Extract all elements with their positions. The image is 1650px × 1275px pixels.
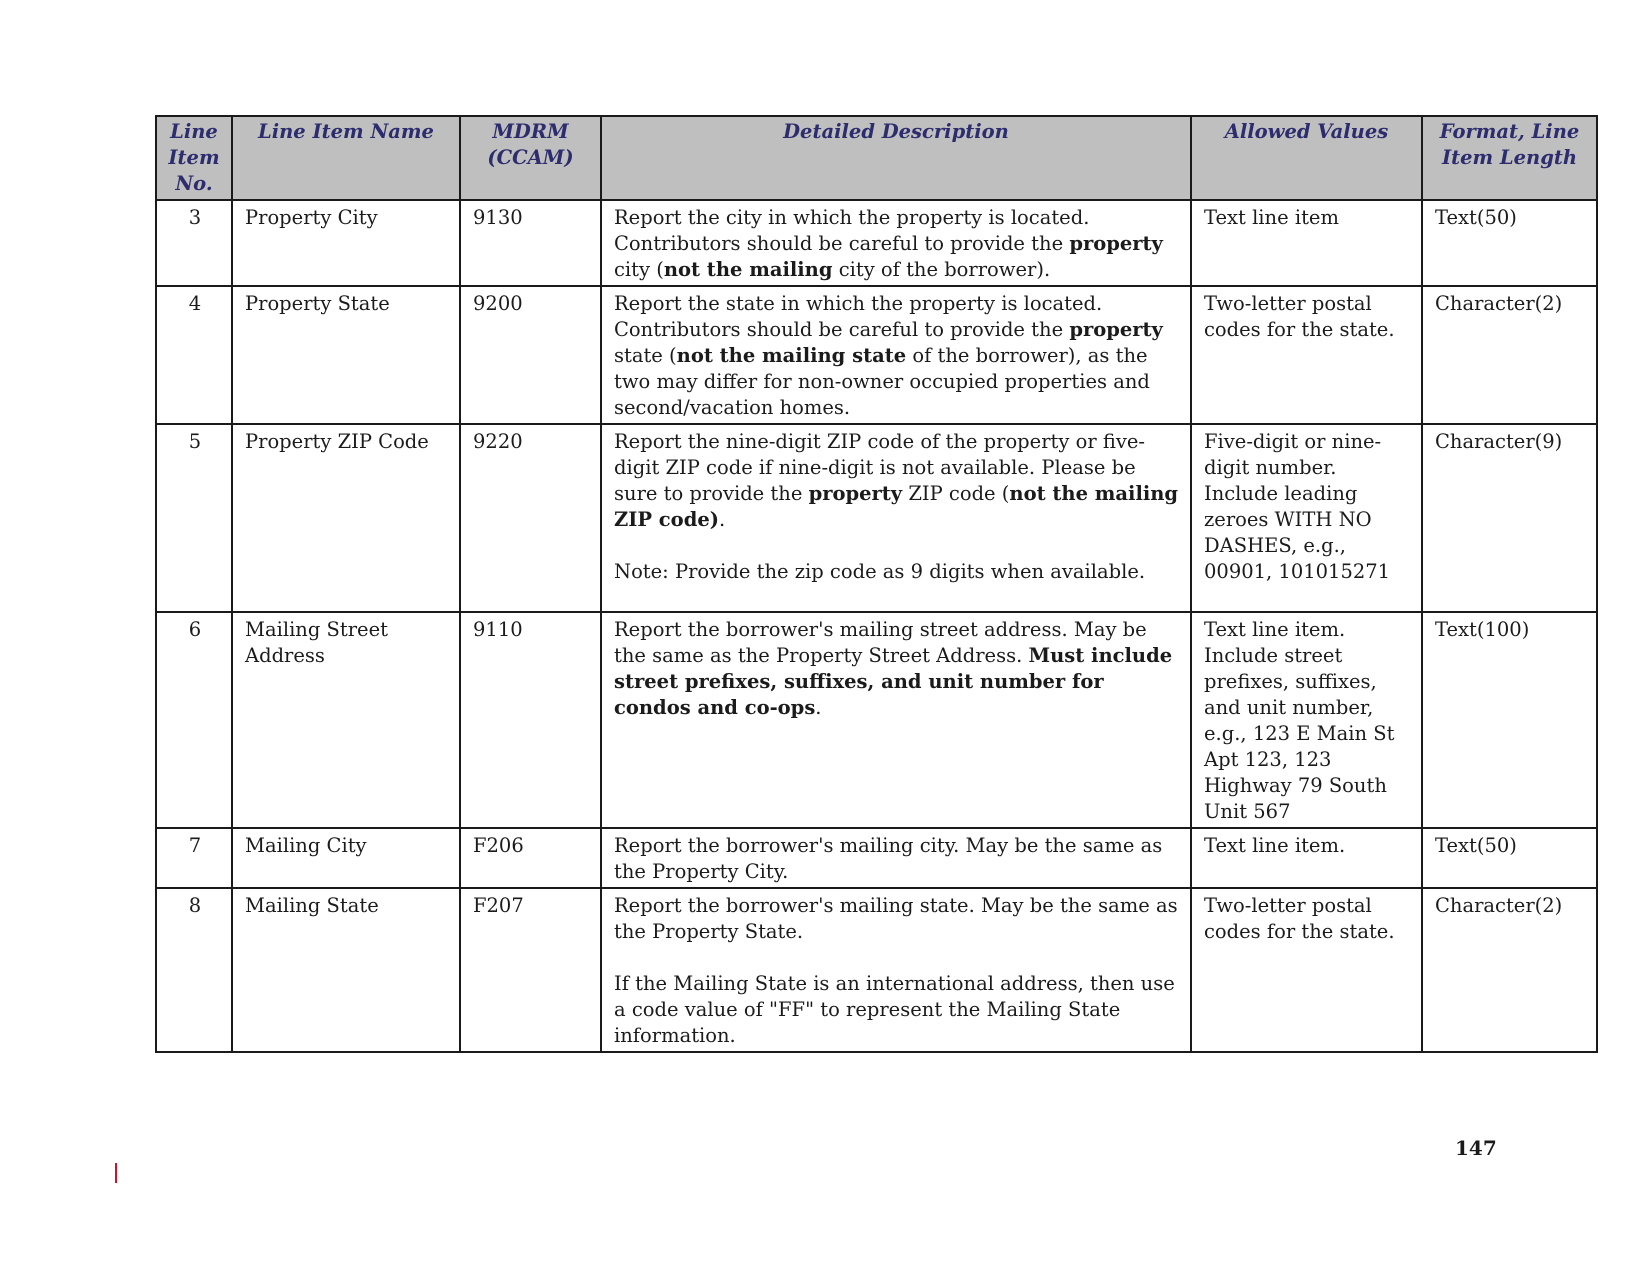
table-row bbox=[156, 828, 1597, 888]
detailed-description: Report the borrower's mailing street address. May be the same as the Property Street Address. Must include street prefixes, suffixes, and unit number for condos and co-ops. bbox=[601, 612, 1191, 828]
detailed-description: Report the nine-digit ZIP code of the property or five-digit ZIP code if nine-digit is not available. Please be sure to provide the property ZIP code (not the mailing ZIP code). Note: Provide the zip code as 9 digits when available. bbox=[601, 424, 1191, 612]
text-cursor bbox=[115, 1163, 117, 1183]
mdrm-code: 9130 bbox=[460, 200, 601, 286]
table-row bbox=[156, 286, 1597, 424]
line-item-no: 8 bbox=[156, 888, 232, 1052]
mdrm-code: F207 bbox=[460, 888, 601, 1052]
line-item-name: Property ZIP Code bbox=[232, 424, 460, 612]
line-item-name: Property State bbox=[232, 286, 460, 424]
format-length: Text(100) bbox=[1422, 612, 1597, 828]
allowed-values: Text line item. bbox=[1191, 828, 1422, 888]
allowed-values: Two-letter postal codes for the state. bbox=[1191, 888, 1422, 1052]
line-item-name: Mailing State bbox=[232, 888, 460, 1052]
format-length: Character(2) bbox=[1422, 286, 1597, 424]
header-line-item-name: Line Item Name bbox=[232, 116, 460, 200]
mdrm-code: 9200 bbox=[460, 286, 601, 424]
format-length: Text(50) bbox=[1422, 200, 1597, 286]
allowed-values: Five-digit or nine-digit number. Include leading zeroes WITH NO DASHES, e.g., 00901, 101015271 bbox=[1191, 424, 1422, 612]
header-detailed-description: Detailed Description bbox=[601, 116, 1191, 200]
description-note: If the Mailing State is an international address, then use a code value of "FF" to represent the Mailing State information. bbox=[614, 972, 1175, 1047]
table-header-row bbox=[156, 116, 1597, 200]
line-item-no: 4 bbox=[156, 286, 232, 424]
allowed-values: Text line item. Include street prefixes, suffixes, and unit number, e.g., 123 E Main St Apt 123, 123 Highway 79 South Unit 567 bbox=[1191, 612, 1422, 828]
line-item-no: 7 bbox=[156, 828, 232, 888]
page-number: 147 bbox=[1455, 1136, 1497, 1160]
description-note: Note: Provide the zip code as 9 digits when available. bbox=[614, 560, 1146, 583]
mdrm-code: 9220 bbox=[460, 424, 601, 612]
table-row bbox=[156, 888, 1597, 1052]
detailed-description: Report the state in which the property is located. Contributors should be careful to provide the property state (not the mailing state of the borrower), as the two may differ for non-owner occupied properties and second/vacation homes. bbox=[601, 286, 1191, 424]
line-item-table bbox=[155, 115, 1598, 1053]
table-row bbox=[156, 612, 1597, 828]
format-length: Text(50) bbox=[1422, 828, 1597, 888]
mdrm-code: F206 bbox=[460, 828, 601, 888]
header-allowed-values: Allowed Values bbox=[1191, 116, 1422, 200]
mdrm-code: 9110 bbox=[460, 612, 601, 828]
format-length: Character(9) bbox=[1422, 424, 1597, 612]
header-mdrm: MDRM (CCAM) bbox=[460, 116, 601, 200]
line-item-name: Property City bbox=[232, 200, 460, 286]
detailed-description: Report the city in which the property is located. Contributors should be careful to provide the property city (not the mailing city of the borrower). bbox=[601, 200, 1191, 286]
allowed-values: Two-letter postal codes for the state. bbox=[1191, 286, 1422, 424]
line-item-no: 5 bbox=[156, 424, 232, 612]
detailed-description: Report the borrower's mailing state. May be the same as the Property State. If the Mailing State is an international address, then use a code value of "FF" to represent the Mailing State information. bbox=[601, 888, 1191, 1052]
table-row bbox=[156, 424, 1597, 612]
line-item-no: 6 bbox=[156, 612, 232, 828]
line-item-name: Mailing City bbox=[232, 828, 460, 888]
header-format-length: Format, Line Item Length bbox=[1422, 116, 1597, 200]
line-item-name: Mailing Street Address bbox=[232, 612, 460, 828]
format-length: Character(2) bbox=[1422, 888, 1597, 1052]
allowed-values: Text line item bbox=[1191, 200, 1422, 286]
header-line-item-no: Line Item No. bbox=[156, 116, 232, 200]
table-row bbox=[156, 200, 1597, 286]
line-item-no: 3 bbox=[156, 200, 232, 286]
detailed-description: Report the borrower's mailing city. May be the same as the Property City. bbox=[601, 828, 1191, 888]
